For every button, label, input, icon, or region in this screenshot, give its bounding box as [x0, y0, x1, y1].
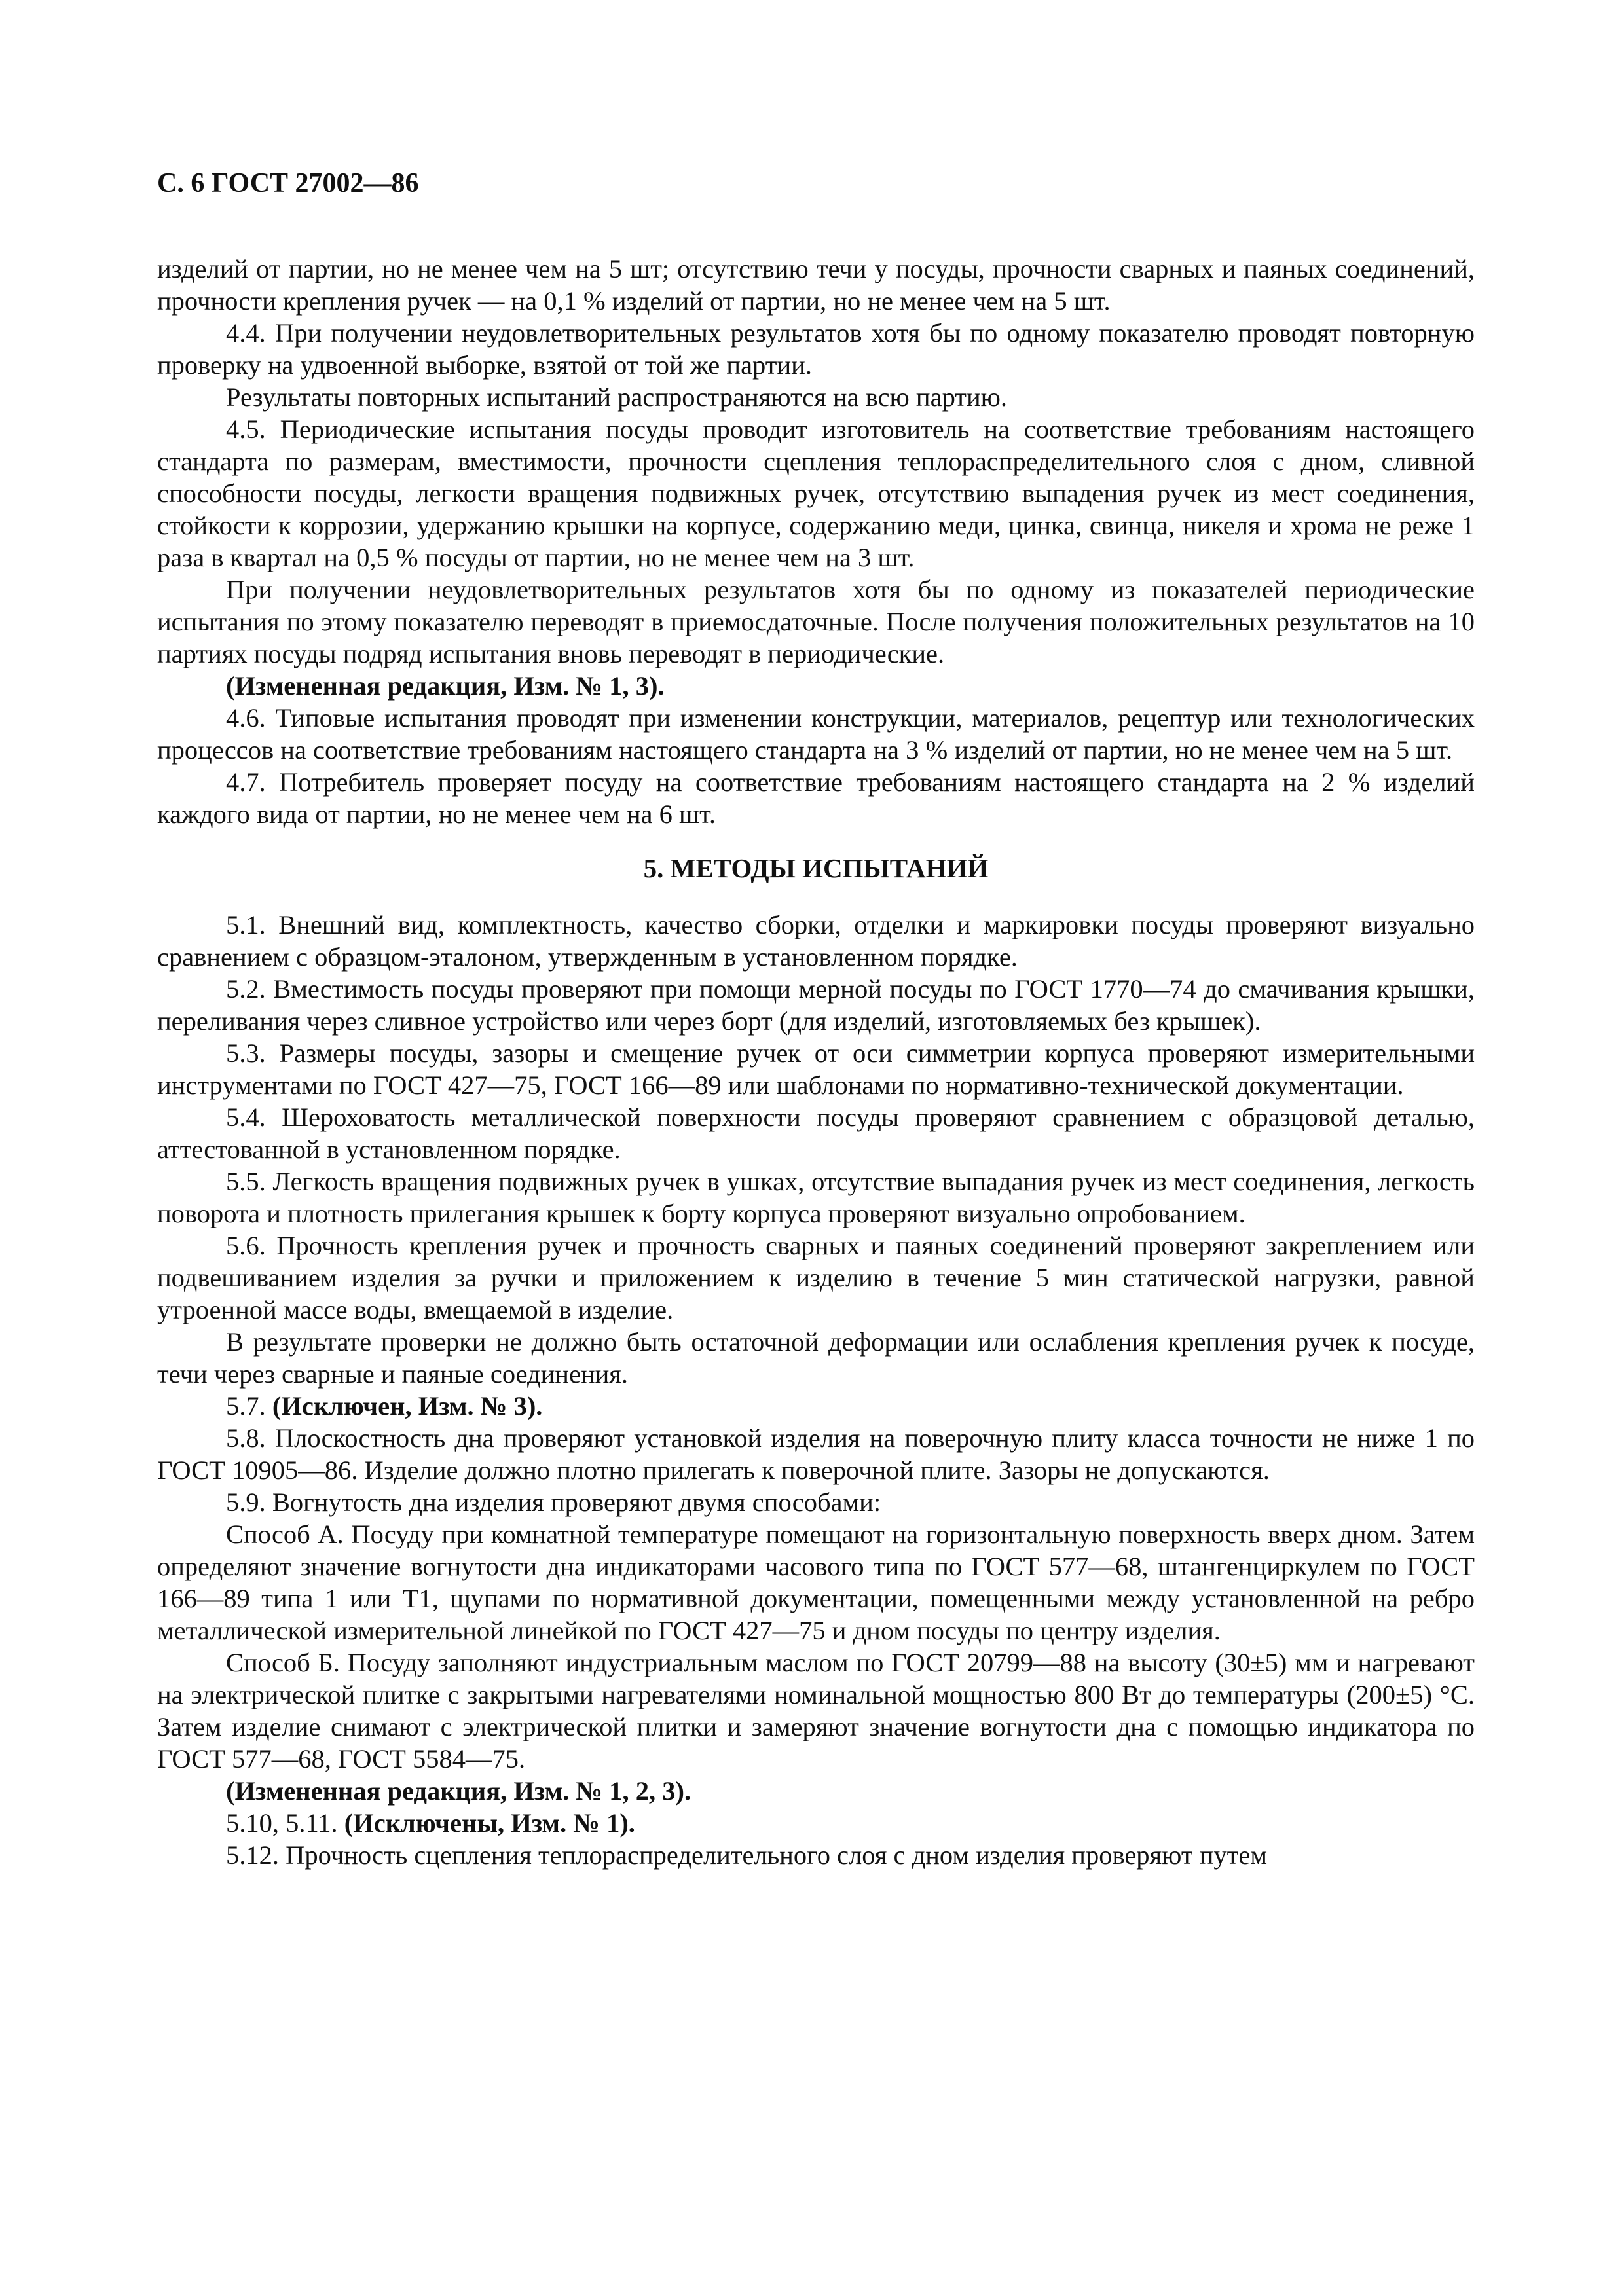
amendment-note-line: [157, 1775, 1475, 1807]
paragraph-5-3: 5.3. Размеры посуды, зазоры и смещение ручек от оси симметрии корпуса проверяют измерительными инструментами по ГОСТ 427—75, ГОСТ 166—89 или шаблонами по нормативно-технической документации.: [157, 1038, 1475, 1100]
amendment-note: (Измененная редакция, Изм. № 1, 3).: [226, 671, 665, 701]
paragraph-4-4: 4.4. При получении неудовлетворительных результатов хотя бы по одному показателю проводят повторную проверку на удвоенной выборке, взятой от той же партии.: [157, 318, 1475, 380]
paragraph: При получении неудовлетворительных результатов хотя бы по одному из показателей периодические испытания по этому показателю переводят в приемосдаточные. После получения положительных результатов на 10 партиях посуды подряд испытания вновь переводят в периодические.: [157, 575, 1475, 668]
paragraph-4-5: 4.5. Периодические испытания посуды проводит изготовитель на соответствие требованиям настоящего стандарта по размерам, вместимости, прочности сцепления теплораспределительного слоя с дном, сливной способности посуды, легкости вращения подвижных ручек, отсутствию выпадения ручек из мест соединения, стойкости к коррозии, удержанию крышки на корпусе, содержанию меди, цинка, свинца, никеля и хрома не реже 1 раза в квартал на 0,5 % посуды от партии, но не менее чем на 3 шт.: [157, 414, 1475, 572]
paragraph-5-4: 5.4. Шероховатость металлической поверхности посуды проверяют сравнением с образцовой деталью, аттестованной в установленном порядке.: [157, 1102, 1475, 1164]
amendment-note: (Исключены, Изм. № 1).: [344, 1808, 635, 1838]
paragraph-5-2: 5.2. Вместимость посуды проверяют при помощи мерной посуды по ГОСТ 1770—74 до смачивания крышки, переливания через сливное устройство или через борт (для изделий, изготовляемых без крышек).: [157, 974, 1475, 1036]
paragraph-5-8: 5.8. Плоскостность дна проверяют установкой изделия на поверочную плиту класса точности не ниже 1 по ГОСТ 10905—86. Изделие должно плотно прилегать к поверочной плите. Зазоры не допускаются.: [157, 1423, 1475, 1485]
paragraph-5-12: 5.12. Прочность сцепления теплораспределительного слоя с дном изделия проверяют путем: [226, 1840, 1267, 1870]
paragraph-5-9: 5.9. Вогнутость дна изделия проверяют двумя способами:: [226, 1487, 881, 1517]
document-page: [157, 164, 1475, 1871]
clause-number: 5.7.: [226, 1391, 272, 1421]
amendment-note: (Исключен, Изм. № 3).: [272, 1391, 543, 1421]
page-header: С. 6 ГОСТ 27002—86: [157, 168, 419, 198]
paragraph-5-10-5-11: [157, 1807, 1475, 1839]
paragraph: В результате проверки не должно быть остаточной деформации или ослабления крепления ручек к посуде, течи через сварные и паяные соединения.: [157, 1327, 1475, 1389]
paragraph-5-5: 5.5. Легкость вращения подвижных ручек в ушках, отсутствие выпадания ручек из мест соединения, легкость поворота и плотность прилегания крышек к борту корпуса проверяют визуально опробованием.: [157, 1167, 1475, 1228]
paragraph-5-1: 5.1. Внешний вид, комплектность, качество сборки, отделки и маркировки посуды проверяют визуально сравнением с образцом-эталоном, утвержденным в установленном порядке.: [157, 910, 1475, 972]
method-b: Способ Б. Посуду заполняют индустриальным маслом по ГОСТ 20799—88 на высоту (30±5) мм и нагревают на электрической плитке с закрытыми нагревателями номинальной мощностью 800 Вт до температуры (200±5) °С. Затем изделие снимают с электрической плитки и замеряют значение вогнутости дна с помощью индикатора по ГОСТ 577—68, ГОСТ 5584—75.: [157, 1648, 1475, 1774]
section-5-body: [157, 909, 1475, 1871]
clause-number: 5.10, 5.11.: [226, 1808, 344, 1838]
paragraph-4-7: 4.7. Потребитель проверяет посуду на соответствие требованиям настоящего стандарта на 2 % изделий каждого вида от партии, но не менее чем на 6 шт.: [157, 767, 1475, 829]
paragraph-5-7: [157, 1390, 1475, 1422]
amendment-note: (Измененная редакция, Изм. № 1, 2, 3).: [226, 1776, 691, 1806]
paragraph: Результаты повторных испытаний распространяются на всю партию.: [226, 382, 1008, 412]
paragraph-5-6: 5.6. Прочность крепления ручек и прочность сварных и паяных соединений проверяют закреплением или подвешиванием изделия за ручки и приложением к изделию в течение 5 мин статической нагрузки, равной утроенной массе воды, вмещаемой в изделие.: [157, 1231, 1475, 1324]
paragraph-4-6: 4.6. Типовые испытания проводят при изменении конструкции, материалов, рецептур или технологических процессов на соответствие требованиям настоящего стандарта на 3 % изделий от партии, но не менее чем на 5 шт.: [157, 703, 1475, 765]
section-title: 5. МЕТОДЫ ИСПЫТАНИЙ: [643, 853, 989, 883]
method-a: Способ А. Посуду при комнатной температуре помещают на горизонтальную поверхность вверх дном. Затем определяют значение вогнутости дна индикаторами часового типа по ГОСТ 577—68, штангенциркулем по ГОСТ 166—89 типа 1 или Т1, щупами по нормативной документации, помещенными между установленной на ребро металлической измерительной линейкой по ГОСТ 427—75 и дном посуды по центру изделия.: [157, 1520, 1475, 1645]
paragraph: изделий от партии, но не менее чем на 5 шт; отсутствию течи у посуды, прочности сварных и паяных соединений, прочности крепления ручек — на 0,1 % изделий от партии, но не менее чем на 5 шт.: [157, 254, 1475, 316]
section-4-continuation: [157, 253, 1475, 830]
